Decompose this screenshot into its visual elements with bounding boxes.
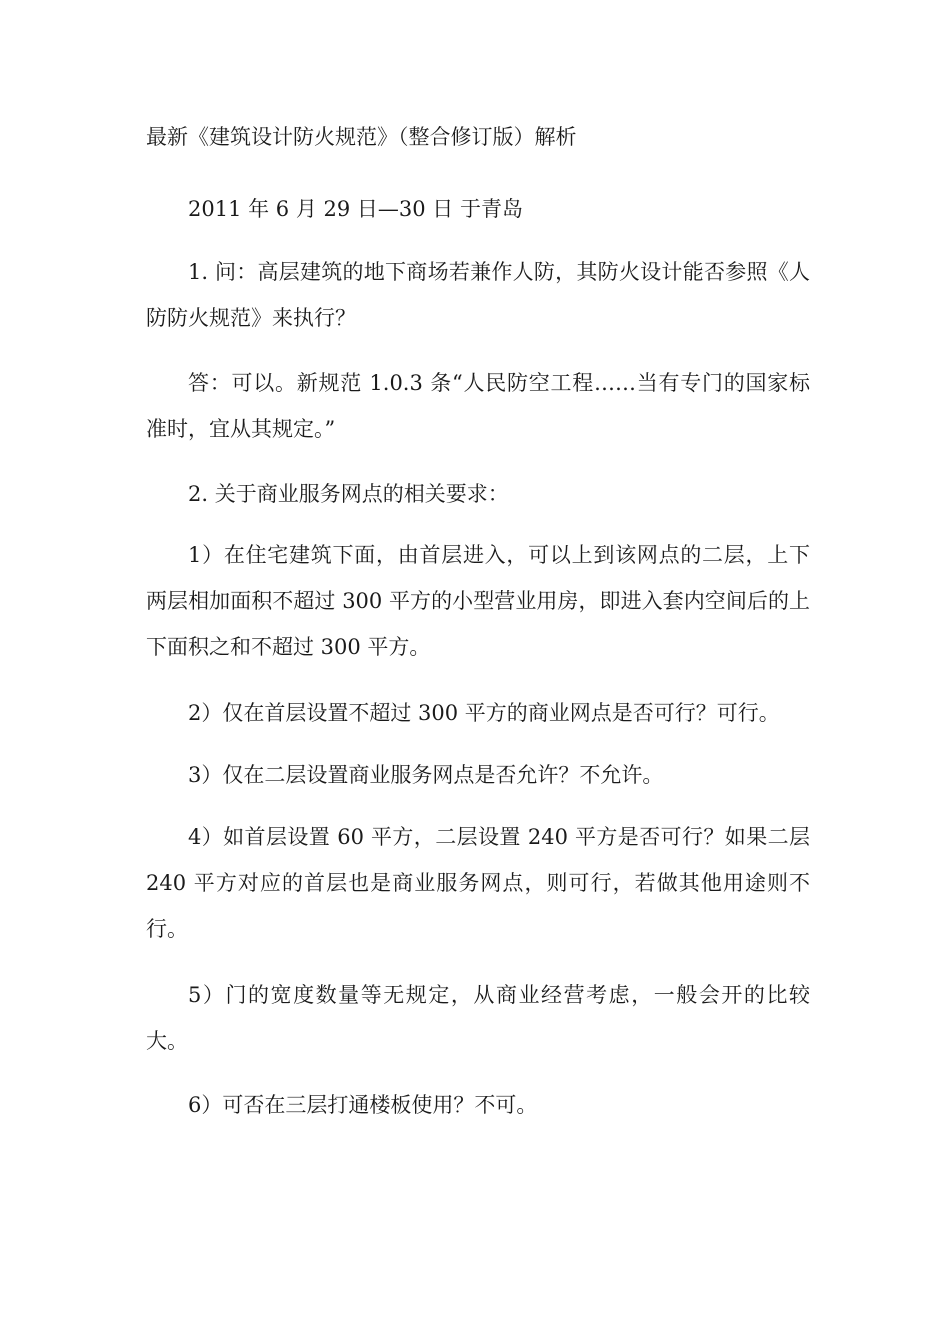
document-title: 最新《建筑设计防火规范》（整合修订版）解析 [146,125,577,149]
list-item-1: 1）在住宅建筑下面，由首层进入，可以上到该网点的二层，上下两层相加面积不超过 300 平方的小型营业用房，即进入套内空间后的上下面积之和不超过 300 平方。 [146,543,810,659]
question-2: 2. 关于商业服务网点的相关要求： [188,482,509,506]
list-item-5: 5）门的宽度数量等无规定，从商业经营考虑，一般会开的比较大。 [146,983,810,1053]
list-item-6: 6）可否在三层打通楼板使用？不可。 [188,1093,538,1117]
date-location-line: 2011 年 6 月 29 日—30 日 于青岛 [188,197,523,221]
list-item-3: 3）仅在二层设置商业服务网点是否允许？不允许。 [188,763,664,787]
list-item-2: 2）仅在首层设置不超过 300 平方的商业网点是否可行？可行。 [188,701,780,725]
answer-1: 答：可以。新规范 1.0.3 条“人民防空工程……当有专门的国家标准时，宜从其规定。” [146,371,810,441]
question-1: 1. 问：高层建筑的地下商场若兼作人防，其防火设计能否参照《人防防火规范》来执行？ [146,260,810,330]
list-item-4: 4）如首层设置 60 平方，二层设置 240 平方是否可行？如果二层 240 平方对应的首层也是商业服务网点，则可行，若做其他用途则不行。 [146,825,810,941]
